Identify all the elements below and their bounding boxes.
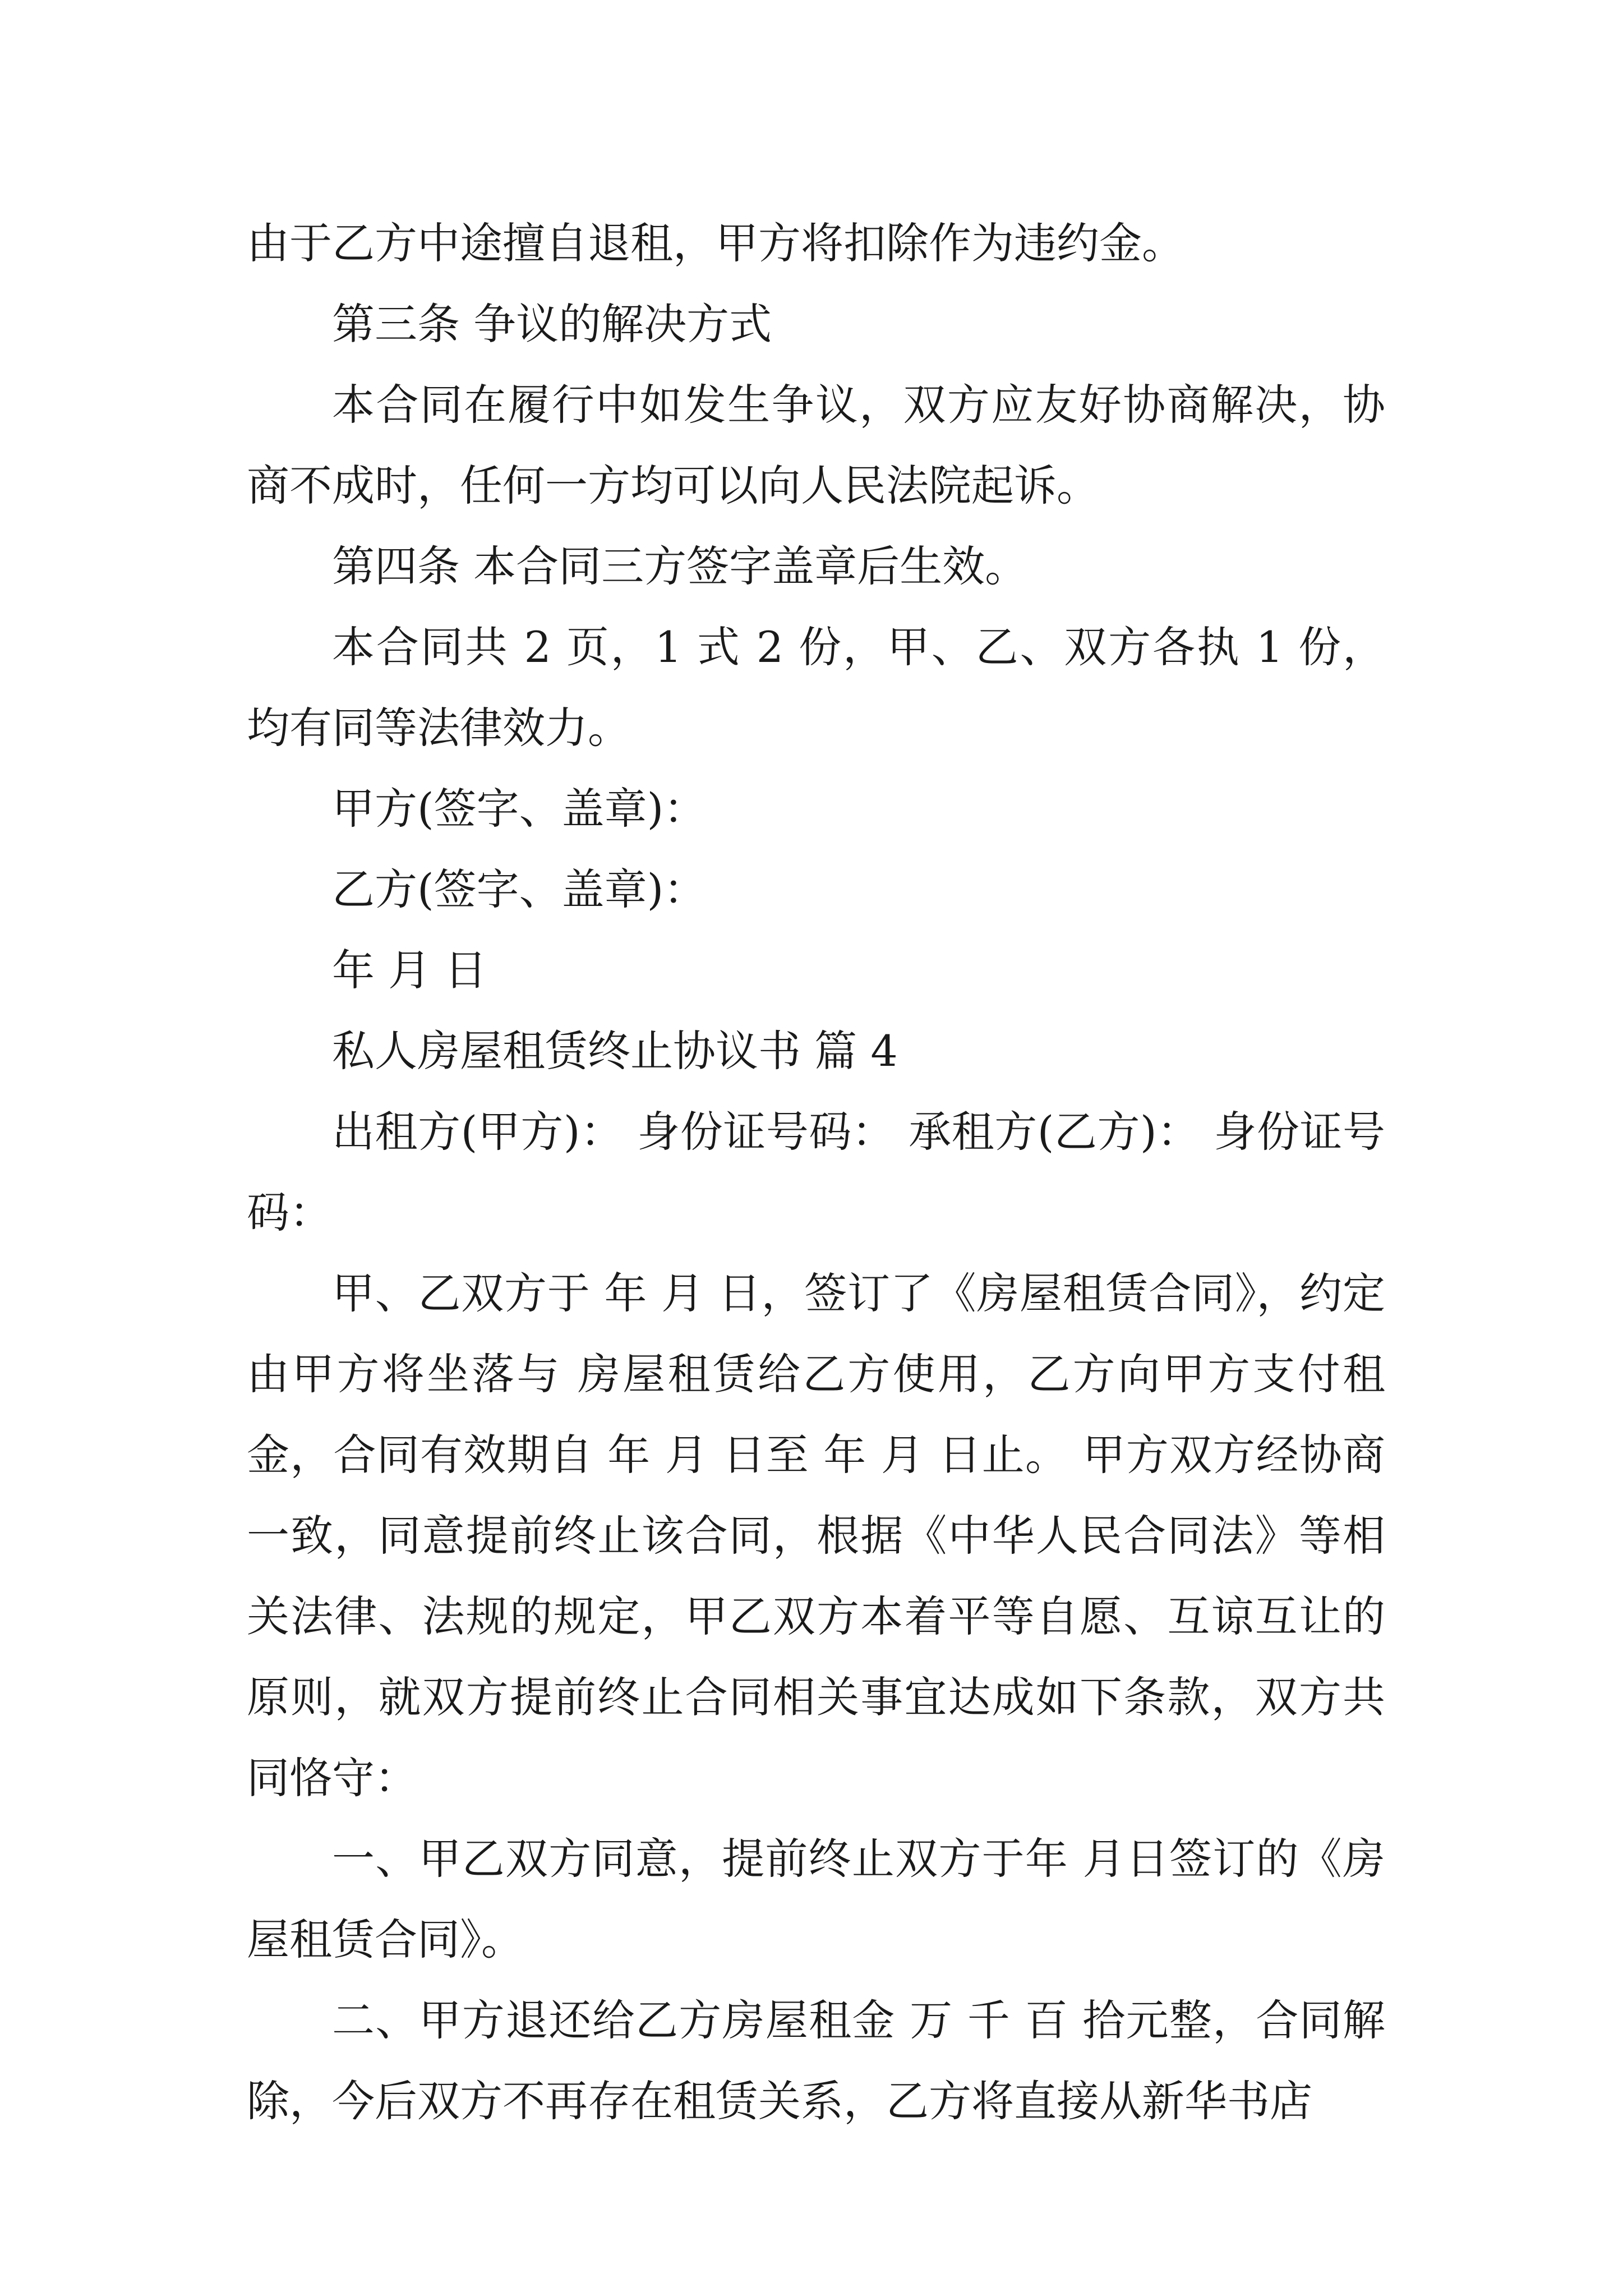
clause-3-heading: 第三条 争议的解决方式 — [332, 299, 772, 349]
paragraph-1: 由于乙方中途擅自退租，甲方将扣除作为违约金。 — [247, 218, 1184, 268]
paragraph-copies: 本合同共 2 页，1 式 2 份，甲、乙、双方各执 1 份，均有同等法律效力。 — [247, 622, 1385, 753]
paragraph-dispute-resolution: 本合同在履行中如发生争议，双方应友好协商解决，协商不成时，任何一方均可以向人民法院起诉。 — [247, 380, 1385, 510]
paragraph-preamble: 甲、乙双方于 年 月 日，签订了《房屋租赁合同》，约定由甲方将坐落与 房屋租赁给乙方使用，乙方向甲方支付租金，合同有效期自 年 月 日至 年 月 日止。 甲方双方经协商一致，同意提前终止该合同，根据《中华人民合同法》等相关法律、法规的规定，甲乙双方本着平等自愿、互谅互让的原则，就双方提前终止合同相关事宜达成如下条款，双方共同恪守： — [247, 1268, 1385, 1803]
party-b-signature-line: 乙方(签字、盖章)： — [332, 864, 707, 914]
clause-2: 二、甲方退还给乙方房屋租金 万 千 百 拾元整，合同解除，今后双方不再存在租赁关系，乙方将直接从新华书店 — [247, 1995, 1385, 2126]
party-a-signature-line: 甲方(签字、盖章)： — [332, 784, 707, 834]
parties-info: 出租方(甲方)： 身份证号码： 承租方(乙方)： 身份证号码： — [247, 1107, 1385, 1237]
document-body — [247, 203, 1385, 2142]
section-title: 私人房屋租赁终止协议书 篇 4 — [332, 1026, 898, 1076]
clause-4-heading: 第四条 本合同三方签字盖章后生效。 — [332, 541, 1028, 591]
clause-1: 一、甲乙双方同意，提前终止双方于年 月日签订的《房屋租赁合同》。 — [247, 1834, 1385, 1964]
date-line: 年 月 日 — [332, 945, 487, 995]
